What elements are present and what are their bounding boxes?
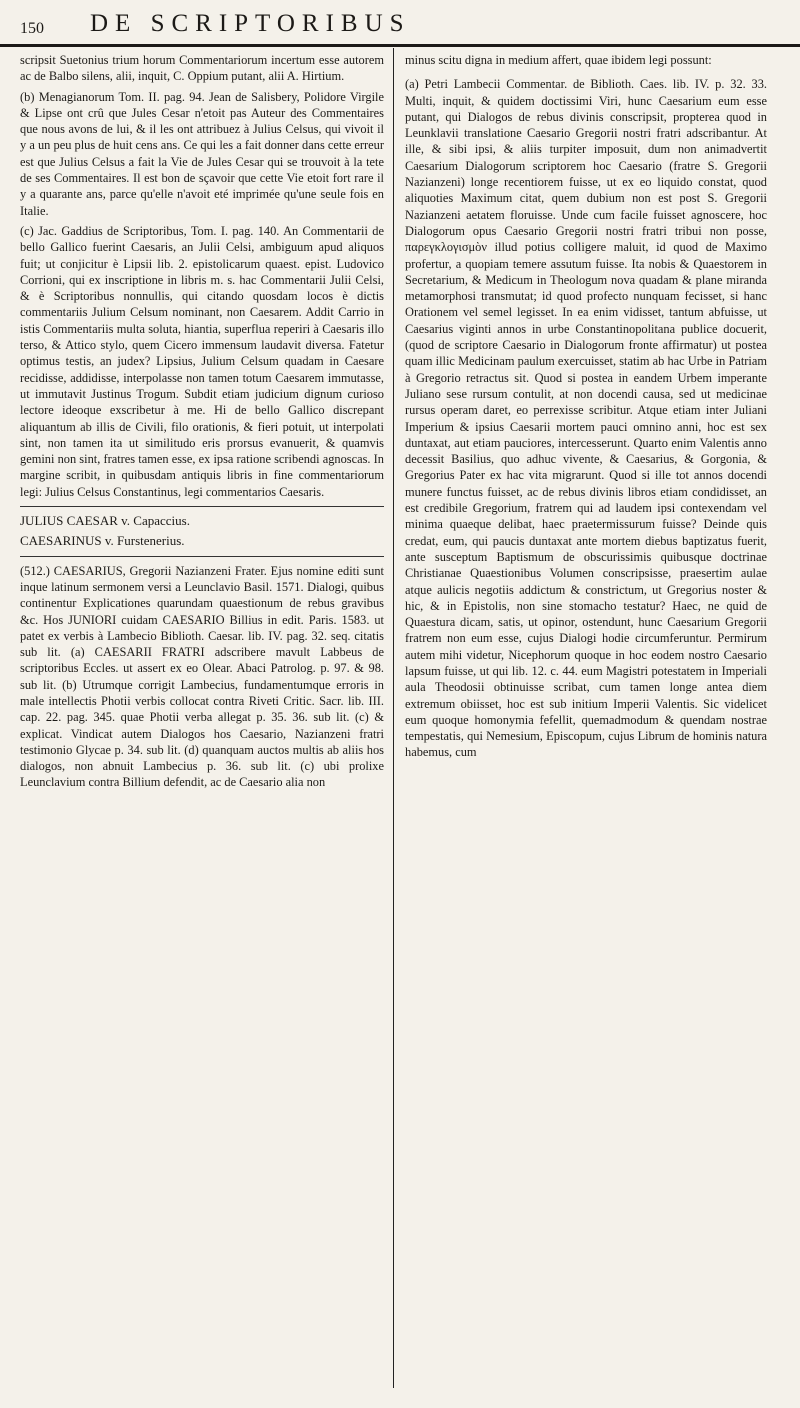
entry-heading-caesarinus: CAESARINUS v. Furstenerius. [20, 533, 185, 549]
footnote-suetonius: scripsit Suetonius trium horum Commentariorum incertum esse autorem ac de Balbo silens, alii, inquit, C. Oppium putant, alii A. Hirtium. [20, 53, 384, 84]
header-rule [0, 44, 800, 47]
footnote-a-lambecius: (a) Petri Lambecii Commentar. de Biblioth. Caes. lib. IV. p. 32. 33. Multi, inquit, & quidem doctissimi Viri, hunc Caesarium eum esse putant, qui Dialogos de rebus divinis conscripsit, propterea quod in Leunklavii translatione Caesario Gregorii nostri fratri adscribantur. At ille, & sibi ipsi, & aliis turpiter imposuit, dum non animadvertit Caesarium Dialogorum scriptorem hoc Caesario (fratre S. Gregorii Nazianzeni) longe recentiorem fuisse, ut ex eo liquido constat, quod aliquoties Maximum citat, quem dubium non est post S. Gregorii Nazianzeni aetatem floruisse. Unde cum facile fuisset agnoscere, hoc Dialogorum opus Caesario Gregorii nostri fratri tribui non posse, παρεγκλογισμὸν illud potius colligere maluit, id quod de Maximo profertur, a quopiam temere assutum fuisse. Ita nobis & Quaestorem in Secretarium, & Medicum in Theologum nova quadam & plane miranda metamorphosi transmutat; id quod profecto nunquam fecisset, si hanc Orationem vel semel legisset. In ea enim vidisset, tantum abfuisse, ut Caesarius viginti annos in urbe Constantinopolitana publice docuerit, (quod de scriptore Caesario in Dialogorum fronte affirmatur) ut postea quam illic Medicinam paulum exercuisset, statim ab hac Urbe in Patriam à Gregorio retractus sit. Quod si postea in eandem Urbem imperante Juliano sese rursum contulit, at non docendi causa, sed ut medicinae rursus operam daret, eo perrexisse scribitur. Atque etiam inter Juliani Imperium & ipsius Caesarii mortem pauci omnino anni, hoc est sex duntaxat, aut etiam pauciores, intercesserunt. Quarto enim Valentis anno decessit Basilius, quo adhuc vivente, & Caesarius, & Gorgonia, & Gregorius Pater ex hac vita migrarunt. Quod si ille tot annos docendi munere functus fuisset, ac de rebus divinis libros etiam condidisset, an est credibile Gregorium, fratrem qui ad laudem ipsi contexendam vel minima quaeque delibat, haec praetermissurum fuisse? Deinde quis credat, eum, qui paucis duntaxat ante mortem diebus baptizatus fuerit, ante susceptum Baptismum de obscurissimis quibusque doctrinae Christianae Quaestionibus Volumen conscripsisse, praesertim aulae atque aulicis negotiis addictum & constrictum, ut Gregorius noster & hic, & in Epistolis, non sine stomacho testatur? Haec, ne quid de Quaestura dicam, satis, ut opinor, ostendunt, hunc Caesarium Gregorii fratrem non eum esse, cujus Dialogi hodie circumferuntur. Permirum autem mihi videtur, Nicephorum quoque in hoc eodem nostro Caesario lapsum fuisse, ut qui lib. 12. c. 44. eum Magistri potestatem in Imperiali aula Theodosii obtinuisse scribat, cum tamen longe antea diem extremum obiisset, hoc est sub initium Imperii Valentis. Sic videlicet eum quoque homonymia fefellit, quemadmodum & quendam nostrae tempestatis, qui Nemesium, Episcopum, cujus Librum de hominis natura habemus, cum [405, 77, 767, 760]
page-number: 150 [20, 20, 44, 37]
running-title: DE SCRIPTORIBUS [90, 10, 411, 37]
divider [20, 506, 384, 507]
entry-heading-julius-caesar: JULIUS CAESAR v. Capaccius. [20, 513, 190, 529]
divider [20, 556, 384, 557]
left-column [20, 52, 384, 795]
entry-caesarius: (512.) CAESARIUS, Gregorii Nazianzeni Frater. Ejus nomine editi sunt inque latinum sermonem versi a Leunclavio Basil. 1571. Dialogi, quibus continentur Explicationes quarundam quaestionum de rebus gravibus &c. Hos JUNIORI cuidam CAESARIO Billius in edit. Paris. 1583. ut patet ex verbis à Lambecio Biblioth. Caesar. lib. IV. pag. 32. seq. citatis sub lit. (a) CAESARII FRATRI adscribere mavult Labbeus de scriptoribus Eccles. ut assert ex eo Olear. Abaci Patrolog. p. 97. & 98. sub lit. (b) Utrumque corrigit Lambecius, fundamentumque erroris in male intellectis Photii verbis collocat contra Riveti Critic. Sacr. lib. III. cap. 22. pag. 345. quae Photii verba allegat p. 35. 36. sub lit. (c) & explicat. Vindicat autem Dialogos hos Caesario, Nazianzeni fratri testimonio Glycae p. 34. sub lit. (d) quanquam auctos multis ab aliis hos dialogos, non abnuit Lambecius p. 36. sub lit. (c) ubi prolixe Leunclavium contra Billium defendit, ac de Caesario alia non [20, 563, 384, 790]
column-divider [393, 48, 394, 1388]
footnote-b-menagiana: (b) Menagianorum Tom. II. pag. 94. Jean de Salisbery, Polidore Virgile & Lipse ont crû que Jules Cesar n'etoit pas Auteur des Commentaires que nous avons de lui, & il les ont attribuez à Julius Celsus, qui vivoit il y a un peu plus de huit cens ans. Ce qui les a fait donner dans cette erreur est que Julius Celsus a fait la Vie de Jules Cesar qui se trouvoit à la tete de ses Commentaires. Il est bon de sçavoir que cette Vie etoit fort rare il y a quarante ans, parce qu'elle n'avoit eté imprimée qu'une seule fois en Italie. [20, 89, 384, 218]
footnote-c-gaddius: (c) Jac. Gaddius de Scriptoribus, Tom. I. pag. 140. An Commentarii de bello Gallico fuerint Caesaris, an Julii Celsi, ambiguum apud aliquos fuit; ut conjicitur è Lipsii lib. 2. epistolicarum quaest. epist. Ludovico Corrioni, qui ex inscriptione in libris m. s. hac Commentarii Julii Celsi, & è Scriptoribus nonnullis, qui citando quosdam locos è dictis commentariis Julium Celsum nominant, non Caesarem. Addit Carrio in istis Commentariis multa soluta, hiantia, superflua reperiri à Caesaris illo terso, & Attico stylo, quem Cicero immensum laudavit diversa. Fatetur optimus testis, an judex? Lipsius, Julium Celsum quadam in Caesare recidisse, addidisse, interpolasse non tamen totum Caesarem immutasse, ut immutavit Justinus Trogum. Subdit etiam judicium dignum curioso lectore ideoque exscribetur à me. Hi de bello Gallico discrepant aliquantum ab illis de Civili, filo orationis, & fieri potuit, ut interpolati sint, non tamen ita ut similitudo eris prorsus evanuerit, & quamvis gemini non sint, fratres tamen esse, ex ipsa ratione scribendi agnoscas. In margine scribit, in quibusdam antiquis libris in fine commentariorum legi: Julius Celsus Constantinus, legi commentarios Caesaris. [20, 223, 384, 499]
right-column [405, 52, 767, 769]
running-header [20, 10, 780, 42]
continuation-text: minus scitu digna in medium affert, quae ibidem legi possunt: [405, 53, 712, 67]
